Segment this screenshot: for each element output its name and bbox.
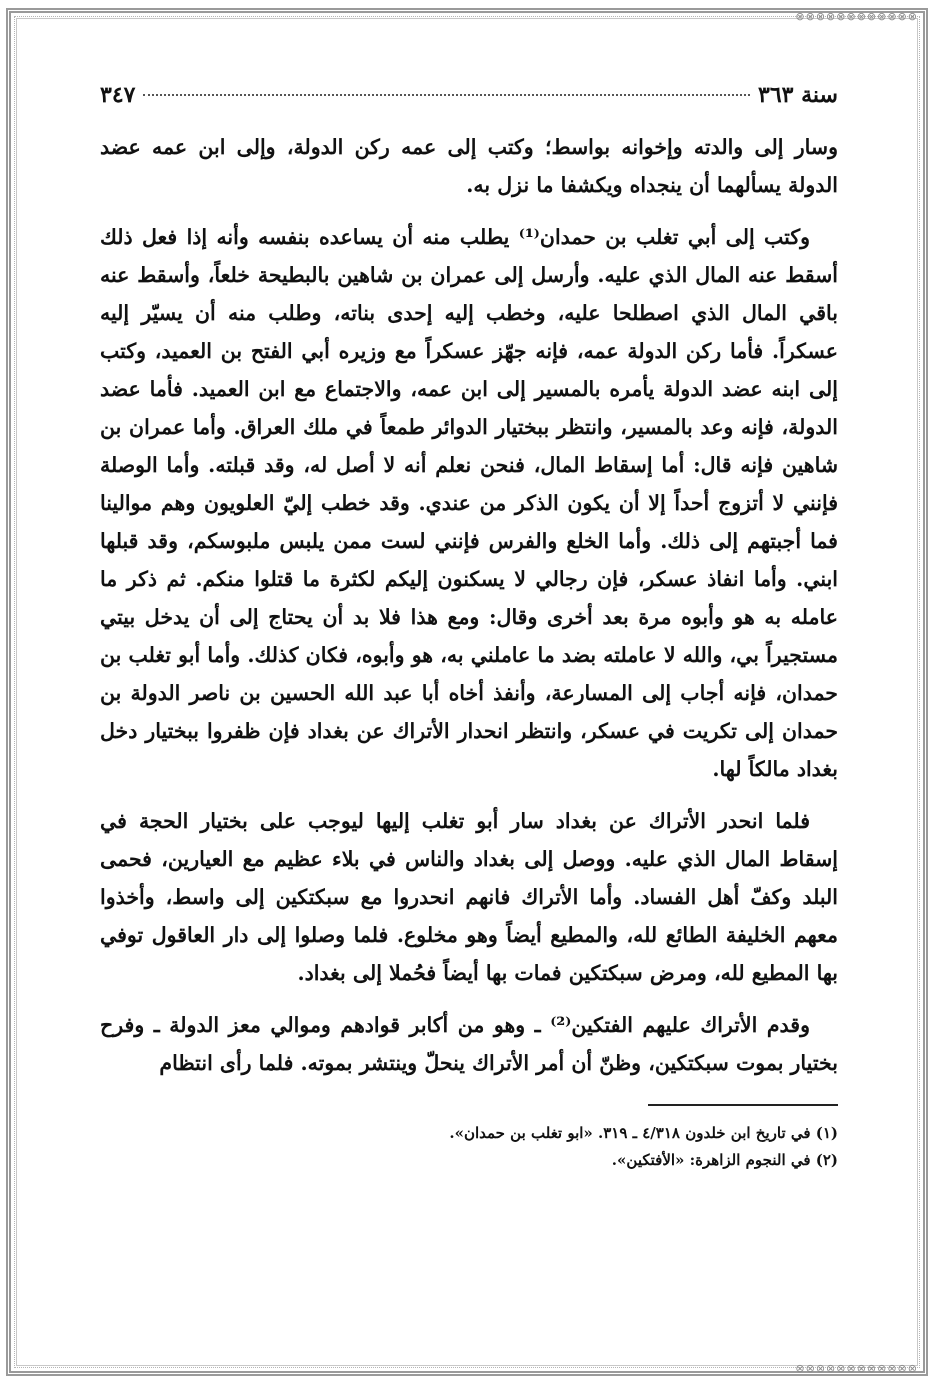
bottom-ornament: ⊗⊗⊗⊗⊗⊗⊗⊗⊗⊗⊗⊗: [795, 1362, 918, 1375]
footnote-2: (٢) في النجوم الزاهرة: «الأفتكين».: [611, 1151, 838, 1169]
paragraph-4: وقدم الأتراك عليهم الفتكين⁽²⁾ ـ وهو من أكابر قوادهم وموالي معز الدولة ـ وفرح بختيار بموت سبكتكين، وظنّ أن أمر الأتراك ينحلّ وينتشر بموته. فلما رأى انتظام: [100, 1013, 838, 1075]
header-leader-dots: [143, 94, 750, 96]
header-year: سنة ٣٦٣: [758, 82, 838, 108]
top-ornament: ⊗⊗⊗⊗⊗⊗⊗⊗⊗⊗⊗⊗: [795, 10, 918, 23]
page-content: [100, 82, 838, 1174]
footnote-separator: [648, 1104, 838, 1106]
paragraph-1: وسار إلى والدته وإخوانه بواسط؛ وكتب إلى عمه ركن الدولة، وإلى ابن عمه عضد الدولة يسألهما أن ينجداه ويكشفا ما نزل به.: [100, 135, 838, 197]
page-number: ٣٤٧: [100, 82, 136, 108]
paragraph-3: فلما انحدر الأتراك عن بغداد سار أبو تغلب إليها ليوجب على بختيار الحجة في إسقاط المال الذي عليه. ووصل إلى بغداد والناس في بلاء عظيم مع العيارين، فحمى البلد وكفّ أهل الفساد. وأما الأتراك فانهم انحدروا مع سبكتكين إلى واسط، وأخذوا معهم الخليفة الطائع لله، والمطيع أيضاً وهو مخلوع. فلما وصلوا إلى دار العاقول توفي بها المطيع لله، ومرض سبكتكين فمات بها أيضاً فحُملا إلى بغداد.: [100, 809, 838, 985]
running-header: [100, 82, 838, 108]
paragraph-2: وكتب إلى أبي تغلب بن حمدان⁽¹⁾ يطلب منه أن يساعده بنفسه وأنه إذا فعل ذلك أسقط عنه المال الذي عليه. وأرسل إلى عمران بن شاهين بالبطيحة خلعاً، وأسقط عنه باقي المال الذي اصطلحا عليه، وخطب إليه إحدى بناته، وطلب منه أن يسيّر إليه عسكراً. فأما ركن الدولة عمه، فإنه جهّز عسكراً مع وزيره أبي الفتح بن العميد، وكتب إلى ابنه عضد الدولة يأمره بالمسير إلى ابن عمه، والاجتماع مع ابن العميد. فأما عضد الدولة، فإنه وعد بالمسير، وانتظر ببختيار الدوائر طمعاً في ملك العراق. وأما عمران بن شاهين فإنه قال: أما إسقاط المال، فنحن نعلم أنه لا أصل له، وقد قبلته. وأما الوصلة فإنني لا أتزوج أحداً إلا أن يكون الذكر من عندي. وقد خطب إليّ العلويون وهم موالينا فما أجبتهم إلى ذلك. وأما الخلع والفرس فإنني لست ممن يلبس ملبوسكم، وقد قبلها ابني. وأما انفاذ عسكر، فإن رجالي لا يسكنون إليكم لكثرة ما قتلوا منكم. ثم ذكر ما عامله به هو وأبوه مرة بعد أخرى وقال: ومع هذا فلا بد أن يحتاج إلى أن يدخل بيتي مستجيراً بي، والله لا عاملته بضد ما عاملني به، هو وأبوه، فكان كذلك. وأما أبو تغلب بن حمدان، فإنه أجاب إلى المسارعة، وأنفذ أخاه أبا عبد الله الحسين بن ناصر الدولة بن حمدان إلى تكريت في عسكر، وانتظر انحدار الأتراك عن بغداد فإن ظفروا ببختيار دخل بغداد مالكاً لها.: [100, 225, 838, 781]
footnote-1: (١) في تاريخ ابن خلدون ٤/٣١٨ ـ ٣١٩. «ابو تغلب بن حمدان».: [449, 1124, 838, 1142]
